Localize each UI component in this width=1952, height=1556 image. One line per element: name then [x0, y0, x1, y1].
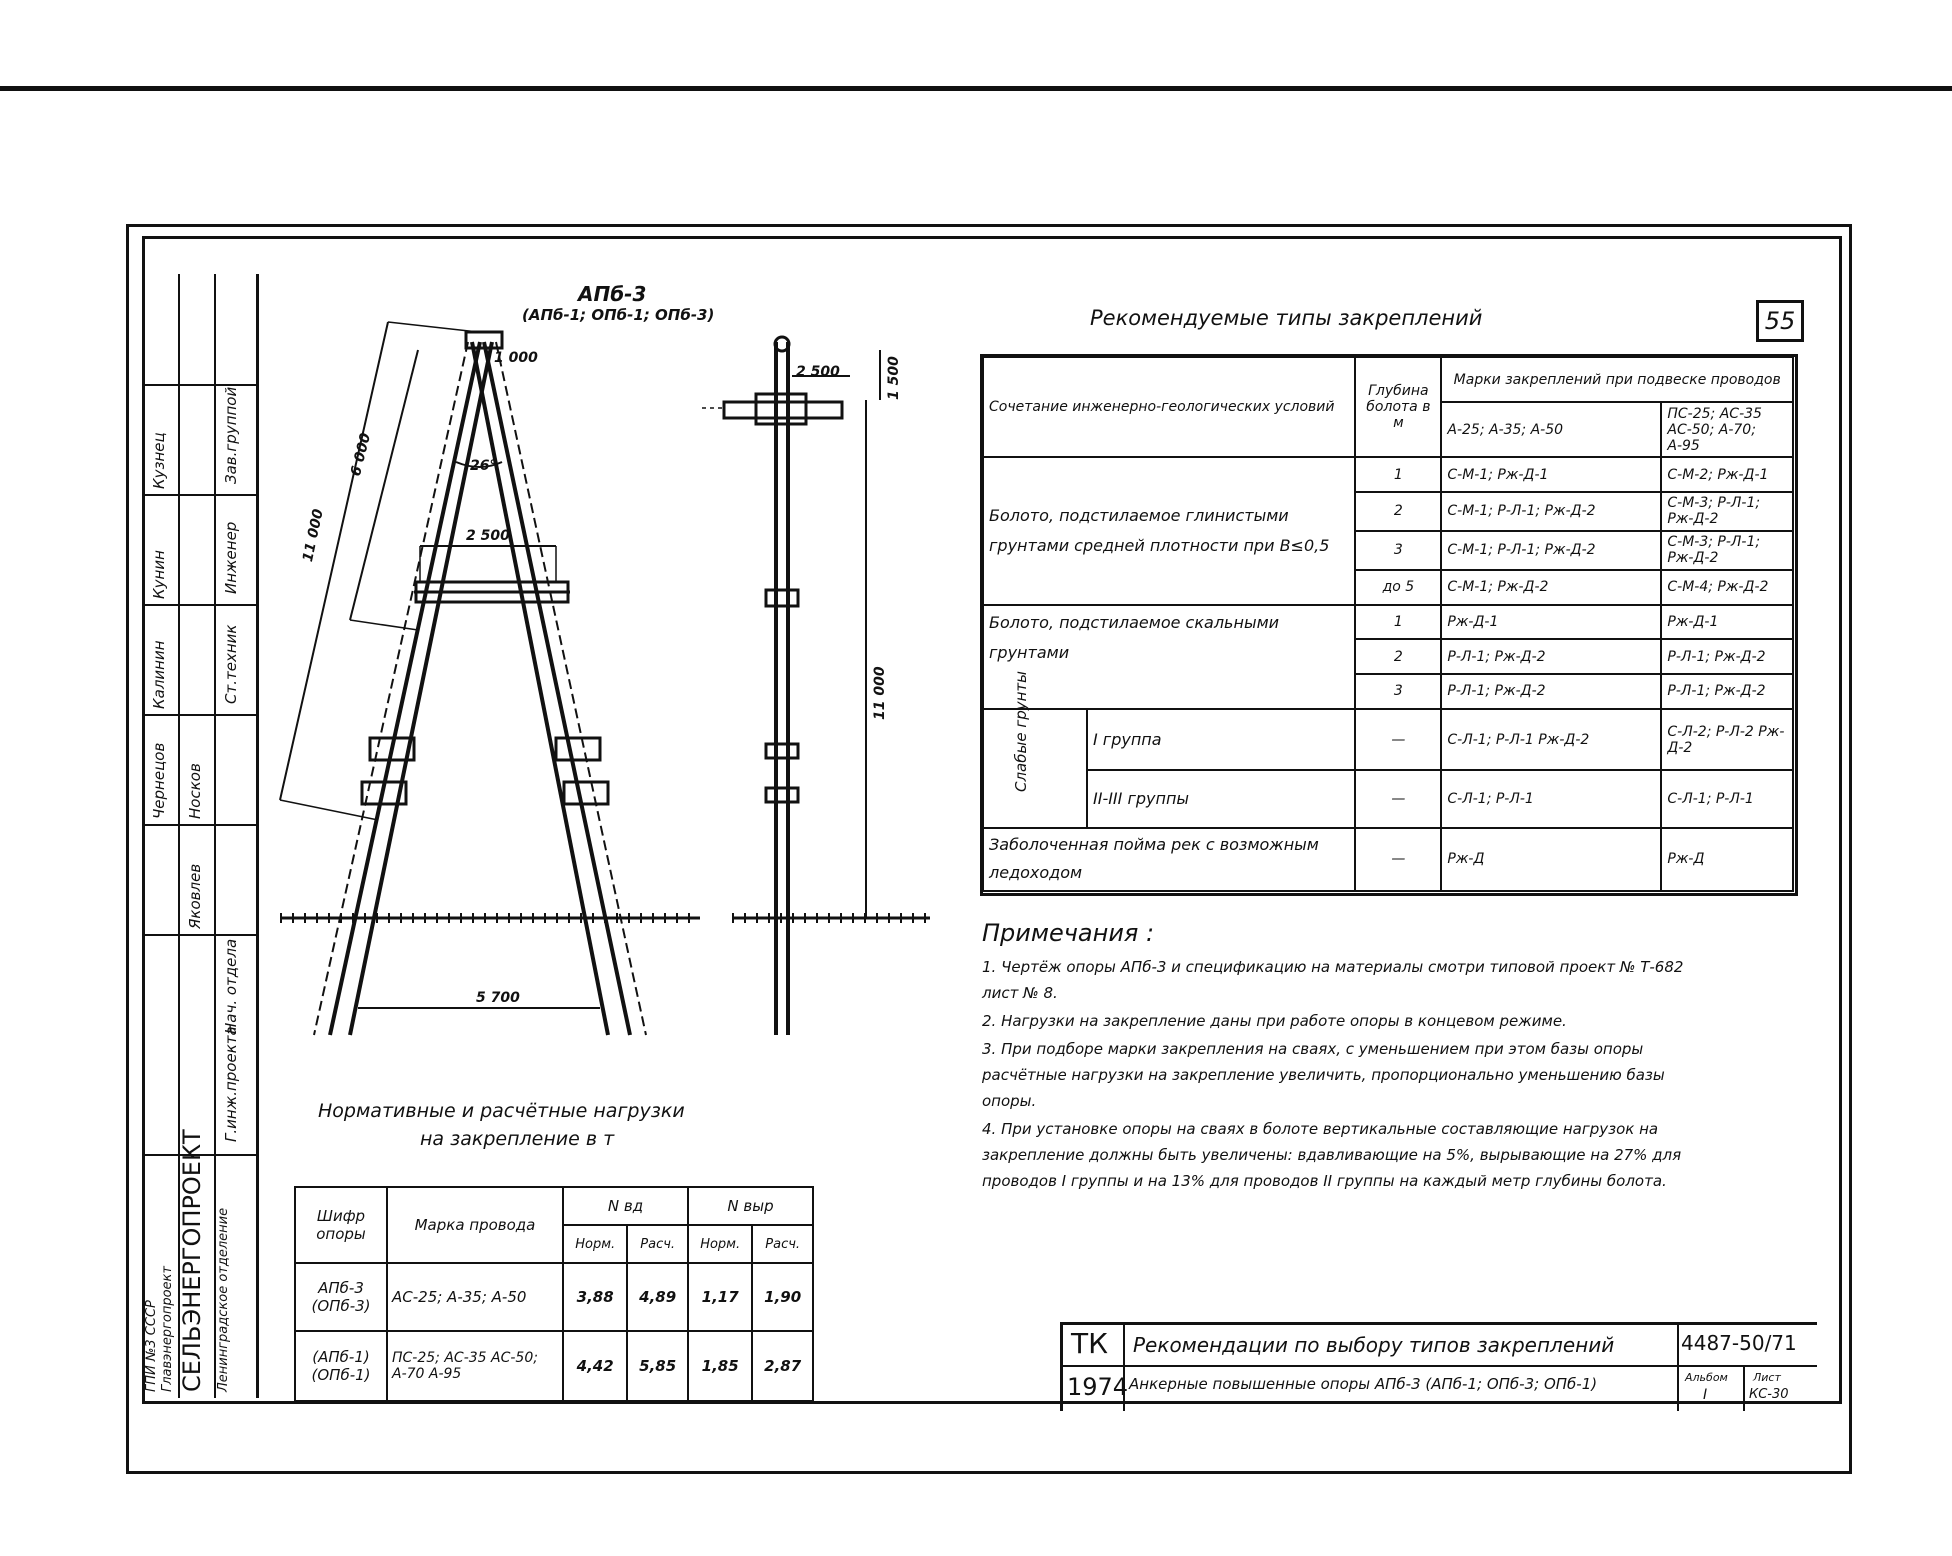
title-block-code: ТК [1071, 1327, 1108, 1360]
load-r0-nvyr-rasch: 1,90 [752, 1263, 813, 1331]
load-r1-nvyr-norm: 1,85 [688, 1331, 752, 1401]
g2-r2-m1: Р-Л-1; Рж-Д-2 [1441, 674, 1661, 709]
stamp-role-4: Ст.техник [222, 624, 240, 704]
title-block-year: 1974 [1067, 1373, 1129, 1401]
header-marks: Марки закреплений при подвеске проводов [1441, 357, 1793, 402]
g1-r2-depth: 3 [1355, 531, 1441, 570]
recommend-table-title: Рекомендуемые типы закреплений [1090, 306, 1483, 330]
stamp-name-2: Яковлев [186, 863, 204, 929]
note-4: 4. При установке опоры на сваях в болоте вертикальные составляющие нагрузок на закрепление должны быть увеличены: вдавливающие на 5%, вырывающие на 27% для проводов I группы и на 13% для проводов II группы на каждый метр глубины болота. [982, 1120, 1682, 1190]
stamp-org-sub: Ленинградское отделение [216, 1207, 231, 1392]
g3-r0-depth: — [1355, 709, 1441, 770]
g3-r1-m2: С-Л-1; Р-Л-1 [1661, 770, 1793, 827]
load-header-cipher: Шифр опоры [295, 1187, 387, 1263]
g1-r0-m1: С-М-1; Рж-Д-1 [1441, 457, 1661, 492]
load-table [294, 1186, 814, 1402]
dim-side-height: 11 000 [872, 666, 888, 720]
g3-r0-m2: С-Л-2; Р-Л-2 Рж-Д-2 [1661, 709, 1793, 770]
stamp-role-1: Г.инж.проекта [222, 1026, 240, 1142]
load-r1-nvd-rasch: 5,85 [627, 1331, 688, 1401]
load-r0-cipher: АПб-3 (ОПб-3) [295, 1263, 387, 1331]
g2-r0-m2: Рж-Д-1 [1661, 605, 1793, 640]
load-header-nvd-norm: Норм. [563, 1225, 627, 1263]
stamp-name-5: Кузнец [150, 432, 168, 489]
g1-r2-m1: С-М-1; Р-Л-1; Рж-Д-2 [1441, 531, 1661, 570]
load-r0-nvd-norm: 3,88 [563, 1263, 627, 1331]
note-1: 1. Чертёж опоры АПб-3 и спецификацию на материалы смотри типовой проект № Т-682 лист № 8. [982, 958, 1684, 1002]
group3-label: Слабые грунты [1012, 670, 1030, 792]
stamp-name-4: Калинин [150, 640, 168, 709]
sheet-number: 55 [1756, 300, 1804, 342]
title-block-sheet-label: Лист [1753, 1371, 1781, 1384]
title-block [1060, 1322, 1817, 1411]
title-block-title2: Анкерные повышенные опоры АПб-3 (АПб-1; ОПб-3; ОПб-1) [1129, 1375, 1598, 1393]
g3-r1-m1: С-Л-1; Р-Л-1 [1441, 770, 1661, 827]
g1-r2-m2: С-М-3; Р-Л-1; Рж-Д-2 [1661, 531, 1793, 570]
dim-top: 1 000 [494, 350, 538, 366]
group2-label: Болото, подстилаемое скальными грунтами [983, 605, 1355, 709]
g1-r1-depth: 2 [1355, 492, 1441, 531]
g1-r0-m2: С-М-2; Рж-Д-1 [1661, 457, 1793, 492]
load-table-title-1: Нормативные и расчётные нагрузки [318, 1100, 685, 1122]
load-r1-cipher: (АПб-1) (ОПб-1) [295, 1331, 387, 1401]
g4-depth: — [1355, 828, 1441, 891]
dim-crossbar: 2 500 [466, 528, 510, 544]
dim-base: 5 700 [476, 990, 520, 1006]
top-border-line [0, 86, 1952, 91]
stamp-org-main: СЕЛЬЭНЕРГОПРОЕКТ [178, 1129, 206, 1392]
load-header-nvd: N вд [563, 1187, 688, 1225]
header-mark2: ПС-25; АС-35 АС-50; А-70; А-95 [1661, 402, 1793, 457]
g3-r1-depth: — [1355, 770, 1441, 827]
stamp-org-line2: Главэнергопроект [160, 1266, 175, 1392]
load-r0-wire: АС-25; А-35; А-50 [387, 1263, 563, 1331]
g2-r2-m2: Р-Л-1; Рж-Д-2 [1661, 674, 1793, 709]
group1-label: Болото, подстилаемое глинистыми грунтами средней плотности при В≤0,5 [983, 457, 1355, 604]
g1-r1-m2: С-М-3; Р-Л-1; Рж-Д-2 [1661, 492, 1793, 531]
g3-r0-m1: С-Л-1; Р-Л-1 Рж-Д-2 [1441, 709, 1661, 770]
load-r1-nvd-norm: 4,42 [563, 1331, 627, 1401]
dim-upper: 6 000 [348, 431, 375, 478]
g1-r1-m1: С-М-1; Р-Л-1; Рж-Д-2 [1441, 492, 1661, 531]
group4-label: Заболоченная пойма рек с возможным ледоходом [983, 828, 1355, 891]
stamp-name-3: Кунин [150, 550, 168, 599]
load-r0-nvd-rasch: 4,89 [627, 1263, 688, 1331]
g2-r0-m1: Рж-Д-1 [1441, 605, 1661, 640]
header-mark1: А-25; А-35; А-50 [1441, 402, 1661, 457]
title-block-album-value: I [1703, 1387, 1708, 1403]
support-title: АПб-3 [578, 282, 647, 306]
support-drawing [270, 320, 950, 1050]
dim-height-total: 11 000 [300, 507, 327, 564]
stamp-name-0: Чернецов [150, 742, 168, 819]
g3-r1-sub: II-III группы [1087, 770, 1355, 827]
g2-r1-m1: Р-Л-1; Рж-Д-2 [1441, 639, 1661, 674]
header-conditions: Сочетание инженерно-геологических условий [983, 357, 1355, 457]
group3-label-cell [983, 670, 1087, 828]
g3-r0-sub: I группа [1087, 709, 1355, 770]
title-block-album-label: Альбом [1685, 1371, 1728, 1384]
load-header-nvd-rasch: Расч. [627, 1225, 688, 1263]
load-table-title-2: на закрепление в т [420, 1128, 615, 1150]
dim-angle: 26° [470, 458, 497, 474]
load-header-wire: Марка провода [387, 1187, 563, 1263]
stamp-org-line1: ГПИ №3 СССР [144, 1300, 159, 1392]
title-block-doc-number: 4487-50/71 [1681, 1331, 1797, 1355]
notes-heading: Примечания : [982, 919, 1155, 947]
note-3: 3. При подборе марки закрепления на сваях, с уменьшением при этом базы опоры расчётные нагрузки на закрепление увеличить, пропорционально уменьшению базы опоры. [982, 1040, 1665, 1110]
stamp-role-0: Нач. отдела [222, 938, 240, 1034]
header-depth: Глубина болота в м [1355, 357, 1441, 457]
support-subtitle: (АПб-1; ОПб-1; ОПб-3) [522, 306, 715, 324]
load-r0-nvyr-norm: 1,17 [688, 1263, 752, 1331]
title-block-sheet-value: КС-30 [1749, 1387, 1789, 1402]
g2-r1-depth: 2 [1355, 639, 1441, 674]
dim-side-right: 1 500 [886, 356, 902, 400]
g1-r0-depth: 1 [1355, 457, 1441, 492]
recommend-table [982, 356, 1794, 892]
g4-m1: Рж-Д [1441, 828, 1661, 891]
g2-r1-m2: Р-Л-1; Рж-Д-2 [1661, 639, 1793, 674]
g2-r2-depth: 3 [1355, 674, 1441, 709]
stamp-role-3: Инженер [222, 521, 240, 594]
stamp-name-1: Носков [186, 763, 204, 819]
load-header-nvyr-norm: Норм. [688, 1225, 752, 1263]
g1-r3-m2: С-М-4; Рж-Д-2 [1661, 570, 1793, 605]
dim-side-top: 2 500 [796, 364, 840, 380]
stamp-role-5: Зав.группой [222, 386, 240, 484]
load-header-nvyr-rasch: Расч. [752, 1225, 813, 1263]
g2-r0-depth: 1 [1355, 605, 1441, 640]
note-2: 2. Нагрузки на закрепление даны при работе опоры в концевом режиме. [982, 1012, 1567, 1030]
notes-block [982, 920, 1702, 1196]
load-header-nvyr: N выр [688, 1187, 813, 1225]
title-block-title1: Рекомендации по выбору типов закреплений [1133, 1333, 1615, 1357]
g1-r3-depth: до 5 [1355, 570, 1441, 605]
g4-m2: Рж-Д [1661, 828, 1793, 891]
stamp-column [142, 274, 259, 1398]
load-r1-nvyr-rasch: 2,87 [752, 1331, 813, 1401]
g1-r3-m1: С-М-1; Рж-Д-2 [1441, 570, 1661, 605]
load-r1-wire: ПС-25; АС-35 АС-50; А-70 А-95 [387, 1331, 563, 1401]
